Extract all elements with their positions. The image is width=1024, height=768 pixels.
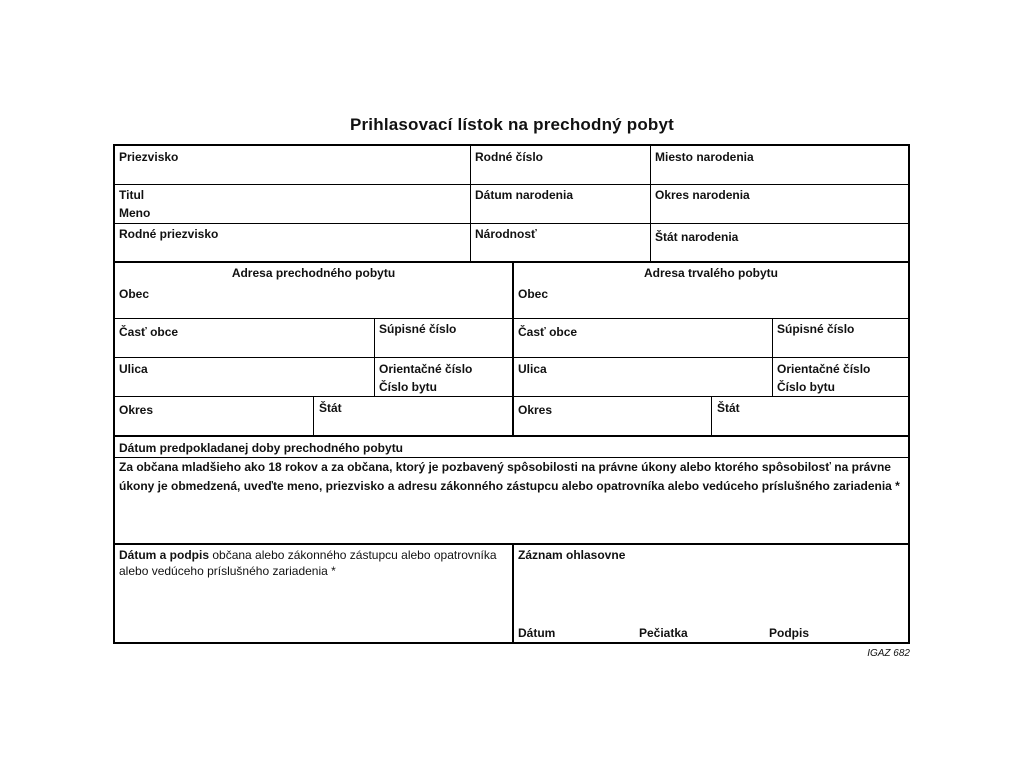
perm-label-okres: Okres xyxy=(518,403,553,417)
label-datum-narodenia: Dátum narodenia xyxy=(475,188,574,202)
col-divider xyxy=(470,146,471,261)
col-divider xyxy=(772,318,773,396)
temp-label-supisne-cislo: Súpisné číslo xyxy=(379,322,457,336)
office-label-peciatka: Pečiatka xyxy=(639,626,688,640)
label-expected-end-date: Dátum predpokladanej doby prechodného pobytu xyxy=(119,441,404,455)
col-divider xyxy=(711,396,712,435)
col-divider xyxy=(650,146,651,261)
label-miesto-narodenia: Miesto narodenia xyxy=(655,150,754,164)
label-stat-narodenia: Štát narodenia xyxy=(655,230,739,244)
temp-label-ulica: Ulica xyxy=(119,362,148,376)
label-rodne-cislo: Rodné číslo xyxy=(475,150,544,164)
temp-address-heading: Adresa prechodného pobytu xyxy=(231,266,396,280)
signature-label-bold: Dátum a podpis xyxy=(119,548,210,562)
temp-label-cislo-bytu: Číslo bytu xyxy=(379,380,438,394)
address-divider xyxy=(512,261,514,435)
signature-label-rest: občana alebo zákonného zástupcu alebo opatrovníka alebo vedúceho príslušného zariadenia * xyxy=(119,548,497,578)
perm-address-heading: Adresa trvalého pobytu xyxy=(643,266,779,280)
perm-label-cislo-bytu: Číslo bytu xyxy=(777,380,836,394)
office-label-podpis: Podpis xyxy=(769,626,810,640)
temp-label-obec: Obec xyxy=(119,287,150,301)
perm-label-orientacne-cislo: Orientačné číslo xyxy=(777,362,871,376)
signature-divider xyxy=(512,543,514,644)
perm-label-stat: Štát xyxy=(717,401,740,415)
perm-label-cast-obce: Časť obce xyxy=(518,325,578,339)
temp-label-okres: Okres xyxy=(119,403,154,417)
label-priezvisko: Priezvisko xyxy=(119,150,179,164)
temp-label-orientacne-cislo: Orientačné číslo xyxy=(379,362,473,376)
section-divider xyxy=(115,435,910,437)
label-rodne-priezvisko: Rodné priezvisko xyxy=(119,227,219,241)
row-divider xyxy=(115,184,910,185)
temp-label-cast-obce: Časť obce xyxy=(119,325,179,339)
label-narodnost: Národnosť xyxy=(475,227,537,241)
office-record-heading: Záznam ohlasovne xyxy=(518,548,626,562)
perm-label-obec: Obec xyxy=(518,287,549,301)
col-divider xyxy=(374,318,375,396)
temp-label-stat: Štát xyxy=(319,401,342,415)
form-code: IGAZ 682 xyxy=(867,648,910,659)
perm-label-supisne-cislo: Súpisné číslo xyxy=(777,322,855,336)
office-label-datum: Dátum xyxy=(518,626,556,640)
label-meno: Meno xyxy=(119,206,151,220)
row-divider xyxy=(115,223,910,224)
guardian-note: Za občana mladšieho ako 18 rokov a za občana, ktorý je pozbavený spôsobilosti na právne úkony alebo ktorého spôsobilosť na právne úkony je obmedzená, uveďte meno, priezvisko a adresu zákonného zástupcu alebo opatrovníka alebo vedúceho príslušného zariadenia * xyxy=(119,460,900,493)
signature-label xyxy=(119,547,509,579)
label-titul: Titul xyxy=(119,188,145,202)
perm-label-ulica: Ulica xyxy=(518,362,547,376)
label-okres-narodenia: Okres narodenia xyxy=(655,188,750,202)
col-divider xyxy=(313,396,314,435)
form-title: Prihlasovací lístok na prechodný pobyt xyxy=(349,115,675,134)
registration-form xyxy=(113,144,910,644)
